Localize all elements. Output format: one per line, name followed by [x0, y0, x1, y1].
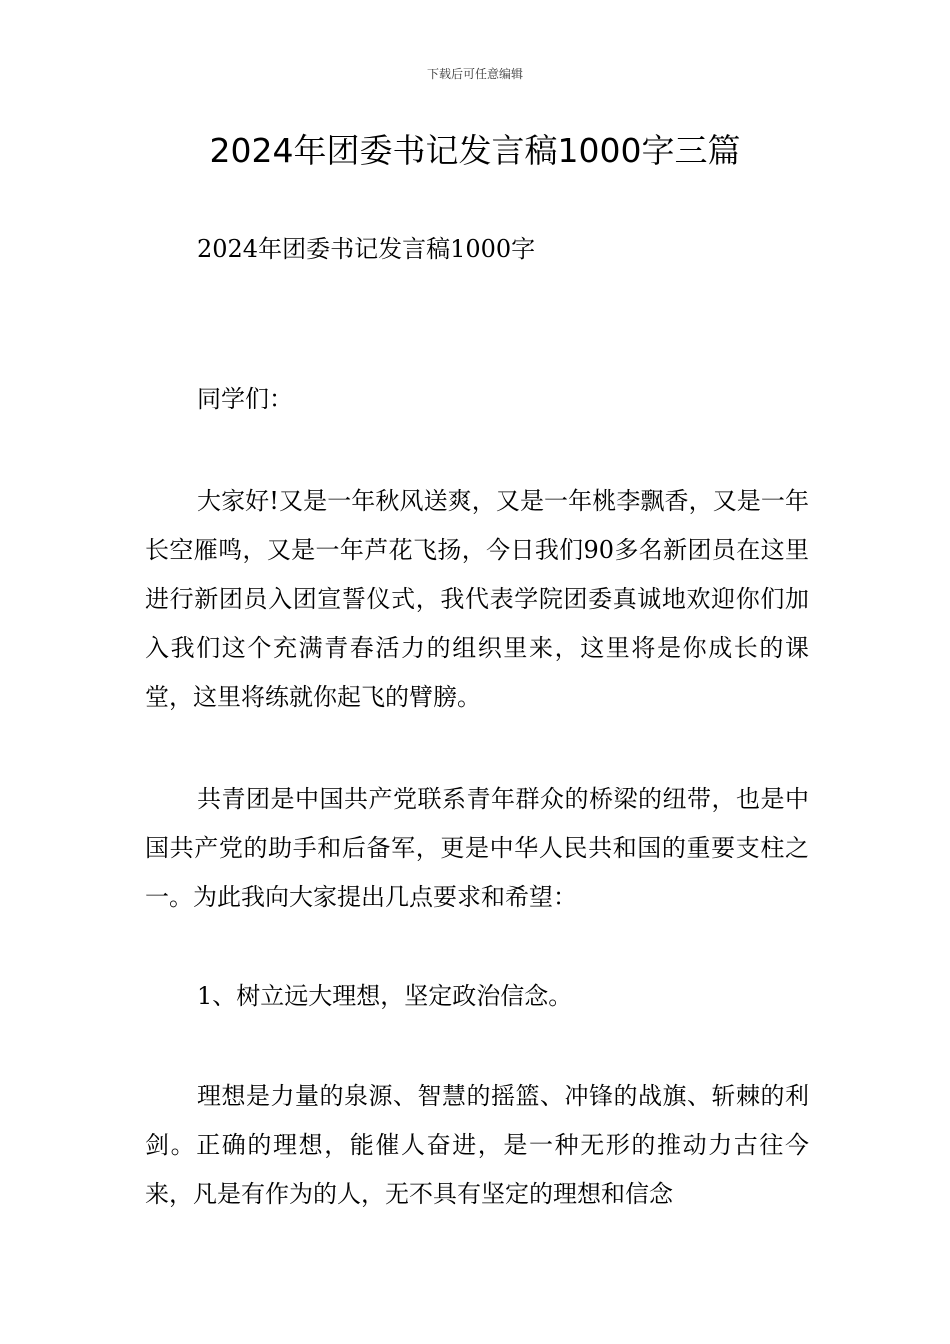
document-subtitle: 2024年团委书记发言稿1000字 [197, 235, 536, 263]
header-note: 下载后可任意编辑 [426, 67, 523, 81]
list-item-heading: 1、树立远大理想，坚定政治信念。 [197, 982, 573, 1010]
paragraph: 共青团是中国共产党联系青年群众的桥梁的纽带，也是中国共产党的助手和后备军，更是中华人民共和国的重要支柱之一。为此我向大家提出几点要求和希望： [145, 785, 809, 911]
greeting: 同学们： [197, 385, 293, 413]
paragraph: 大家好!又是一年秋风送爽，又是一年桃李飘香，又是一年长空雁鸣，又是一年芦花飞扬，今日我们90多名新团员在这里进行新团员入团宣誓仪式，我代表学院团委真诚地欢迎你们加入我们这个充满青春活力的组织里来，这里将是你成长的课堂，这里将练就你起飞的臂膀。 [145, 487, 809, 711]
paragraph: 理想是力量的泉源、智慧的摇篮、冲锋的战旗、斩棘的利剑。正确的理想，能催人奋进，是一种无形的推动力古往今来，凡是有作为的人，无不具有坚定的理想和信念 [145, 1082, 809, 1208]
document-title: 2024年团委书记发言稿1000字三篇 [209, 131, 741, 170]
